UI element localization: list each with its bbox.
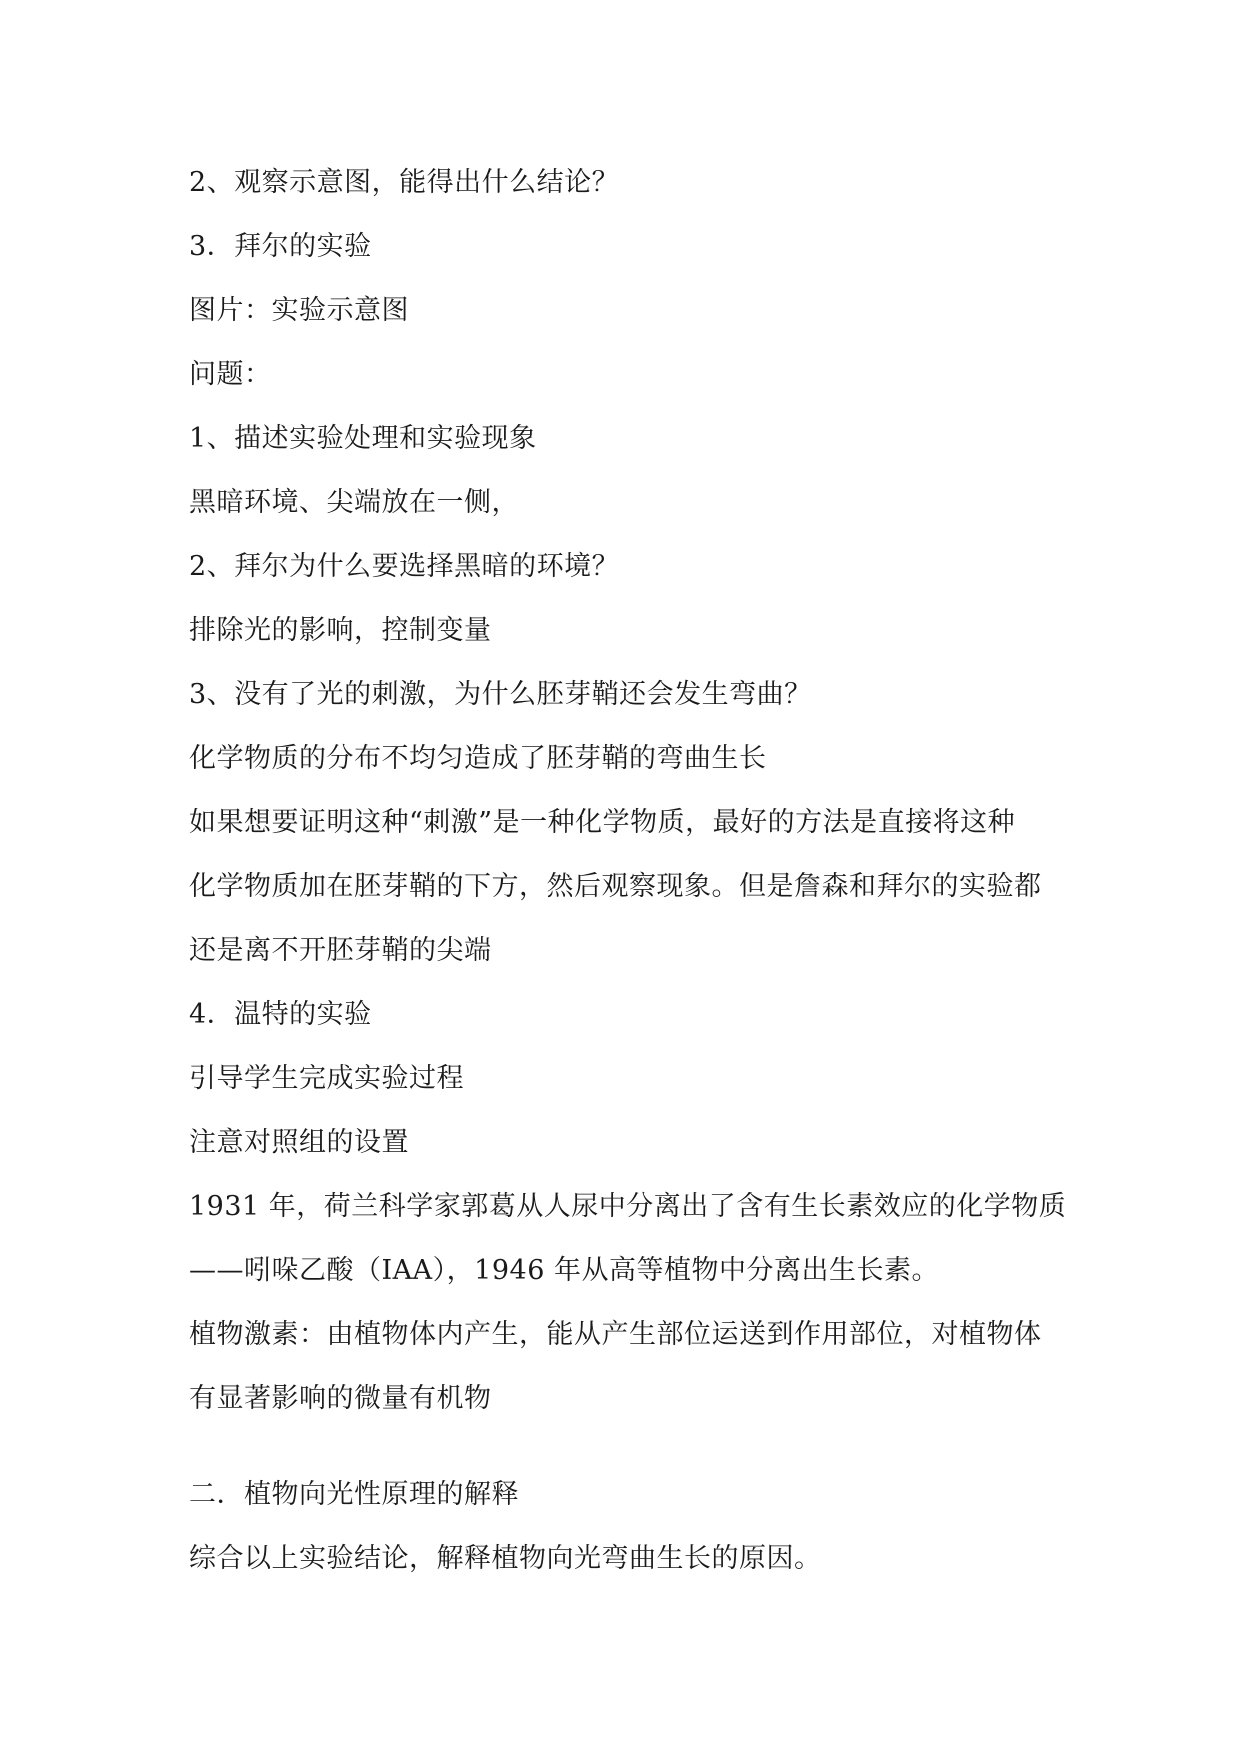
paragraph-chemical-line-2: 化学物质加在胚芽鞘的下方，然后观察现象。但是詹森和拜尔的实验都 <box>189 871 1042 902</box>
heading-went-experiment: 4．温特的实验 <box>189 999 372 1030</box>
line-guide-students: 引导学生完成实验过程 <box>189 1063 464 1094</box>
heading-bayliss-experiment: 3．拜尔的实验 <box>189 231 372 262</box>
line-questions-label: 问题： <box>189 359 272 390</box>
line-answer-3: 化学物质的分布不均匀造成了胚芽鞘的弯曲生长 <box>189 743 767 774</box>
line-answer-2: 排除光的影响，控制变量 <box>189 615 492 646</box>
line-control-group: 注意对照组的设置 <box>189 1127 409 1158</box>
line-question-2: 2、拜尔为什么要选择黑暗的环境？ <box>189 551 620 582</box>
line-synthesis-task: 综合以上实验结论，解释植物向光弯曲生长的原因。 <box>189 1543 822 1574</box>
paragraph-hormone-line-2: 有显著影响的微量有机物 <box>189 1383 492 1414</box>
paragraph-chemical-line-1: 如果想要证明这种“刺激”是一种化学物质，最好的方法是直接将这种 <box>189 807 1016 838</box>
paragraph-chemical-line-3: 还是离不开胚芽鞘的尖端 <box>189 935 492 966</box>
line-question-3: 3、没有了光的刺激，为什么胚芽鞘还会发生弯曲？ <box>189 679 812 710</box>
line-question-2-conclusion: 2、观察示意图，能得出什么结论？ <box>189 167 620 198</box>
paragraph-iaa-line-2: ——吲哚乙酸（IAA），1946 年从高等植物中分离出生长素。 <box>189 1255 939 1286</box>
line-figure-caption: 图片：实验示意图 <box>189 295 409 326</box>
line-answer-1: 黑暗环境、尖端放在一侧， <box>189 487 519 518</box>
paragraph-iaa-line-1: 1931 年，荷兰科学家郭葛从人尿中分离出了含有生长素效应的化学物质 <box>189 1191 1067 1222</box>
paragraph-hormone-line-1: 植物激素：由植物体内产生，能从产生部位运送到作用部位，对植物体 <box>189 1319 1042 1350</box>
heading-phototropism-explanation: 二．植物向光性原理的解释 <box>189 1479 519 1510</box>
line-question-1: 1、描述实验处理和实验现象 <box>189 423 537 454</box>
